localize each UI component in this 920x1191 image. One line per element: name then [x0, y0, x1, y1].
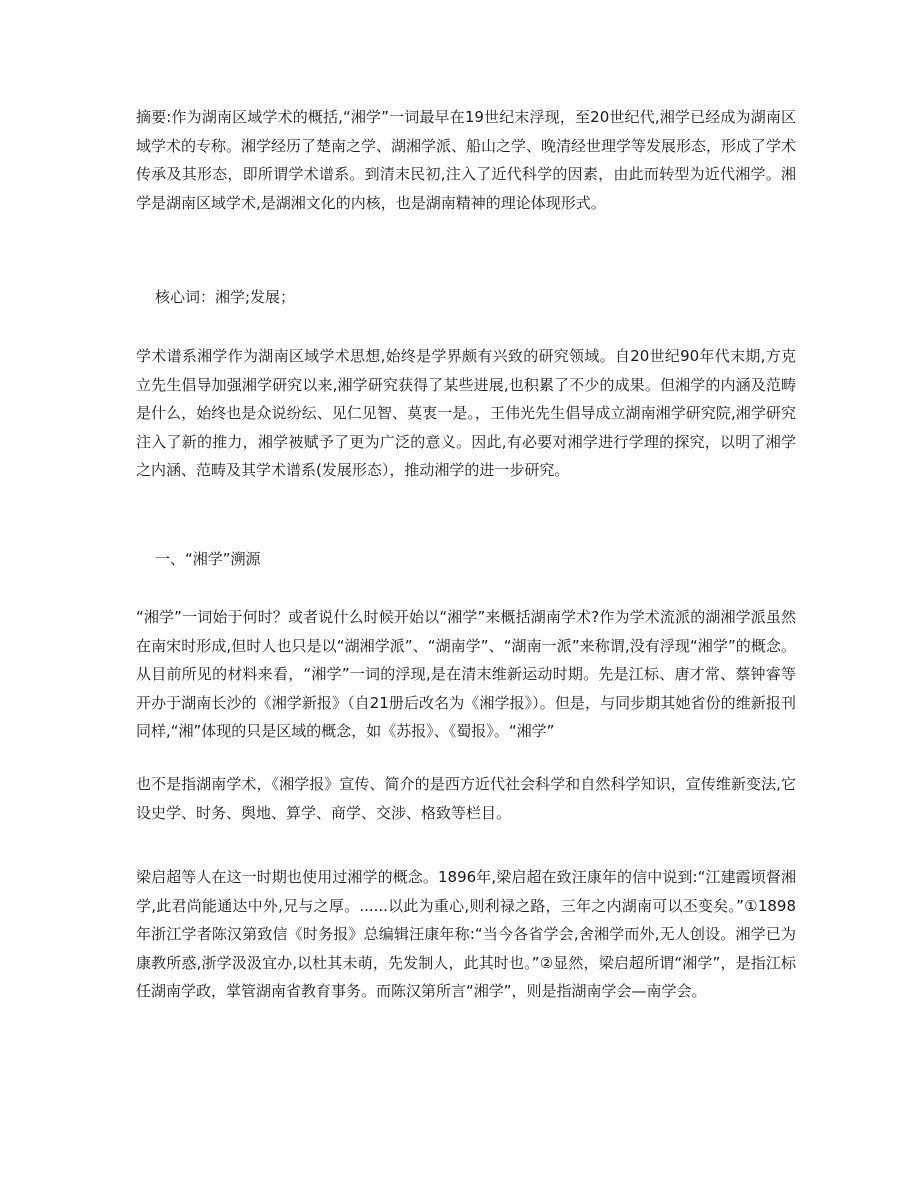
origin-paragraph: “湘学”一词始于何时？或者说什么时候开始以“湘学”来概括湖南学术?作为学术流派的湖湘学派虽然在南宋时形成,但时人也只是以“湖湘学派”、“湖南学”、“湖南一派”来称谓,没有浮现“湘学”的概念。从目前所见的材料来看，“湘学”一词的浮现,是在清末维新运动时期。先是江标、唐才常、蔡钟睿等开办于湖南长沙的《湘学新报》（自21册后改名为《湘学报》）。但是，与同步期其她省份的维新报刊同样,“湘”体现的只是区域的概念，如《苏报》、《蜀报》。“湘学”	[136, 608, 796, 740]
section-heading: 一、“湘学”溯源	[155, 550, 261, 568]
abstract-paragraph: 摘要:作为湖南区域学术的概括,“湘学”一词最早在19世纪末浮现，至20世纪代,湘学已经成为湖南区域学术的专称。湘学经历了楚南之学、湖湘学派、船山之学、晚清经世理学等发展形态，形成了学术传承及其形态，即所谓学术谱系。到清末民初,注入了近代科学的因素，由此而转型为近代湘学。湘学是湖南区域学术,是湖湘文化的内核，也是湖南精神的理论体现形式。	[136, 108, 797, 212]
origin-continuation-paragraph: 也不是指湖南学术，《湘学报》宣传、简介的是西方近代社会科学和自然科学知识，宣传维新变法,它设史学、时务、舆地、算学、商学、交涉、格致等栏目。	[136, 775, 796, 822]
keywords-line: 核心词：湘学;发展；	[155, 288, 296, 306]
liang-qichao-paragraph: 梁启超等人在这一时期也使用过湘学的概念。1896年,梁启超在致汪康年的信中说到:“江建霞顷督湘学,此君尚能通达中外,兄与之厚。......以此为重心,则利禄之路，三年之内湖南可以丕变矣。”①1898年浙江学者陈汉第致信《时务报》总编辑汪康年称:“当今各省学会,舍湘学而外,无人创设。湘学已为康教所惑,浙学汲汲宜办,以杜其未萌，先发制人，此其时也。”②显然，梁启超所谓“湘学”，是指江标任湖南学政，掌管湖南省教育事务。而陈汉第所言“湘学”，则是指湖南学会—南学会。	[136, 868, 796, 1000]
intro-paragraph: 学术谱系湘学作为湖南区域学术思想,始终是学界颇有兴致的研究领域。自20世纪90年代末期,方克立先生倡导加强湘学研究以来,湘学研究获得了某些进展,也积累了不少的成果。但湘学的内涵及范畴是什么，始终也是众说纷纭、见仁见智、莫衷一是。，王伟光先生倡导成立湖南湘学研究院,湘学研究注入了新的推力，湘学被赋予了更为广泛的意义。因此,有必要对湘学进行学理的探究，以明了湘学之内涵、范畴及其学术谱系(发展形态），推动湘学的进一步研究。	[136, 347, 796, 479]
